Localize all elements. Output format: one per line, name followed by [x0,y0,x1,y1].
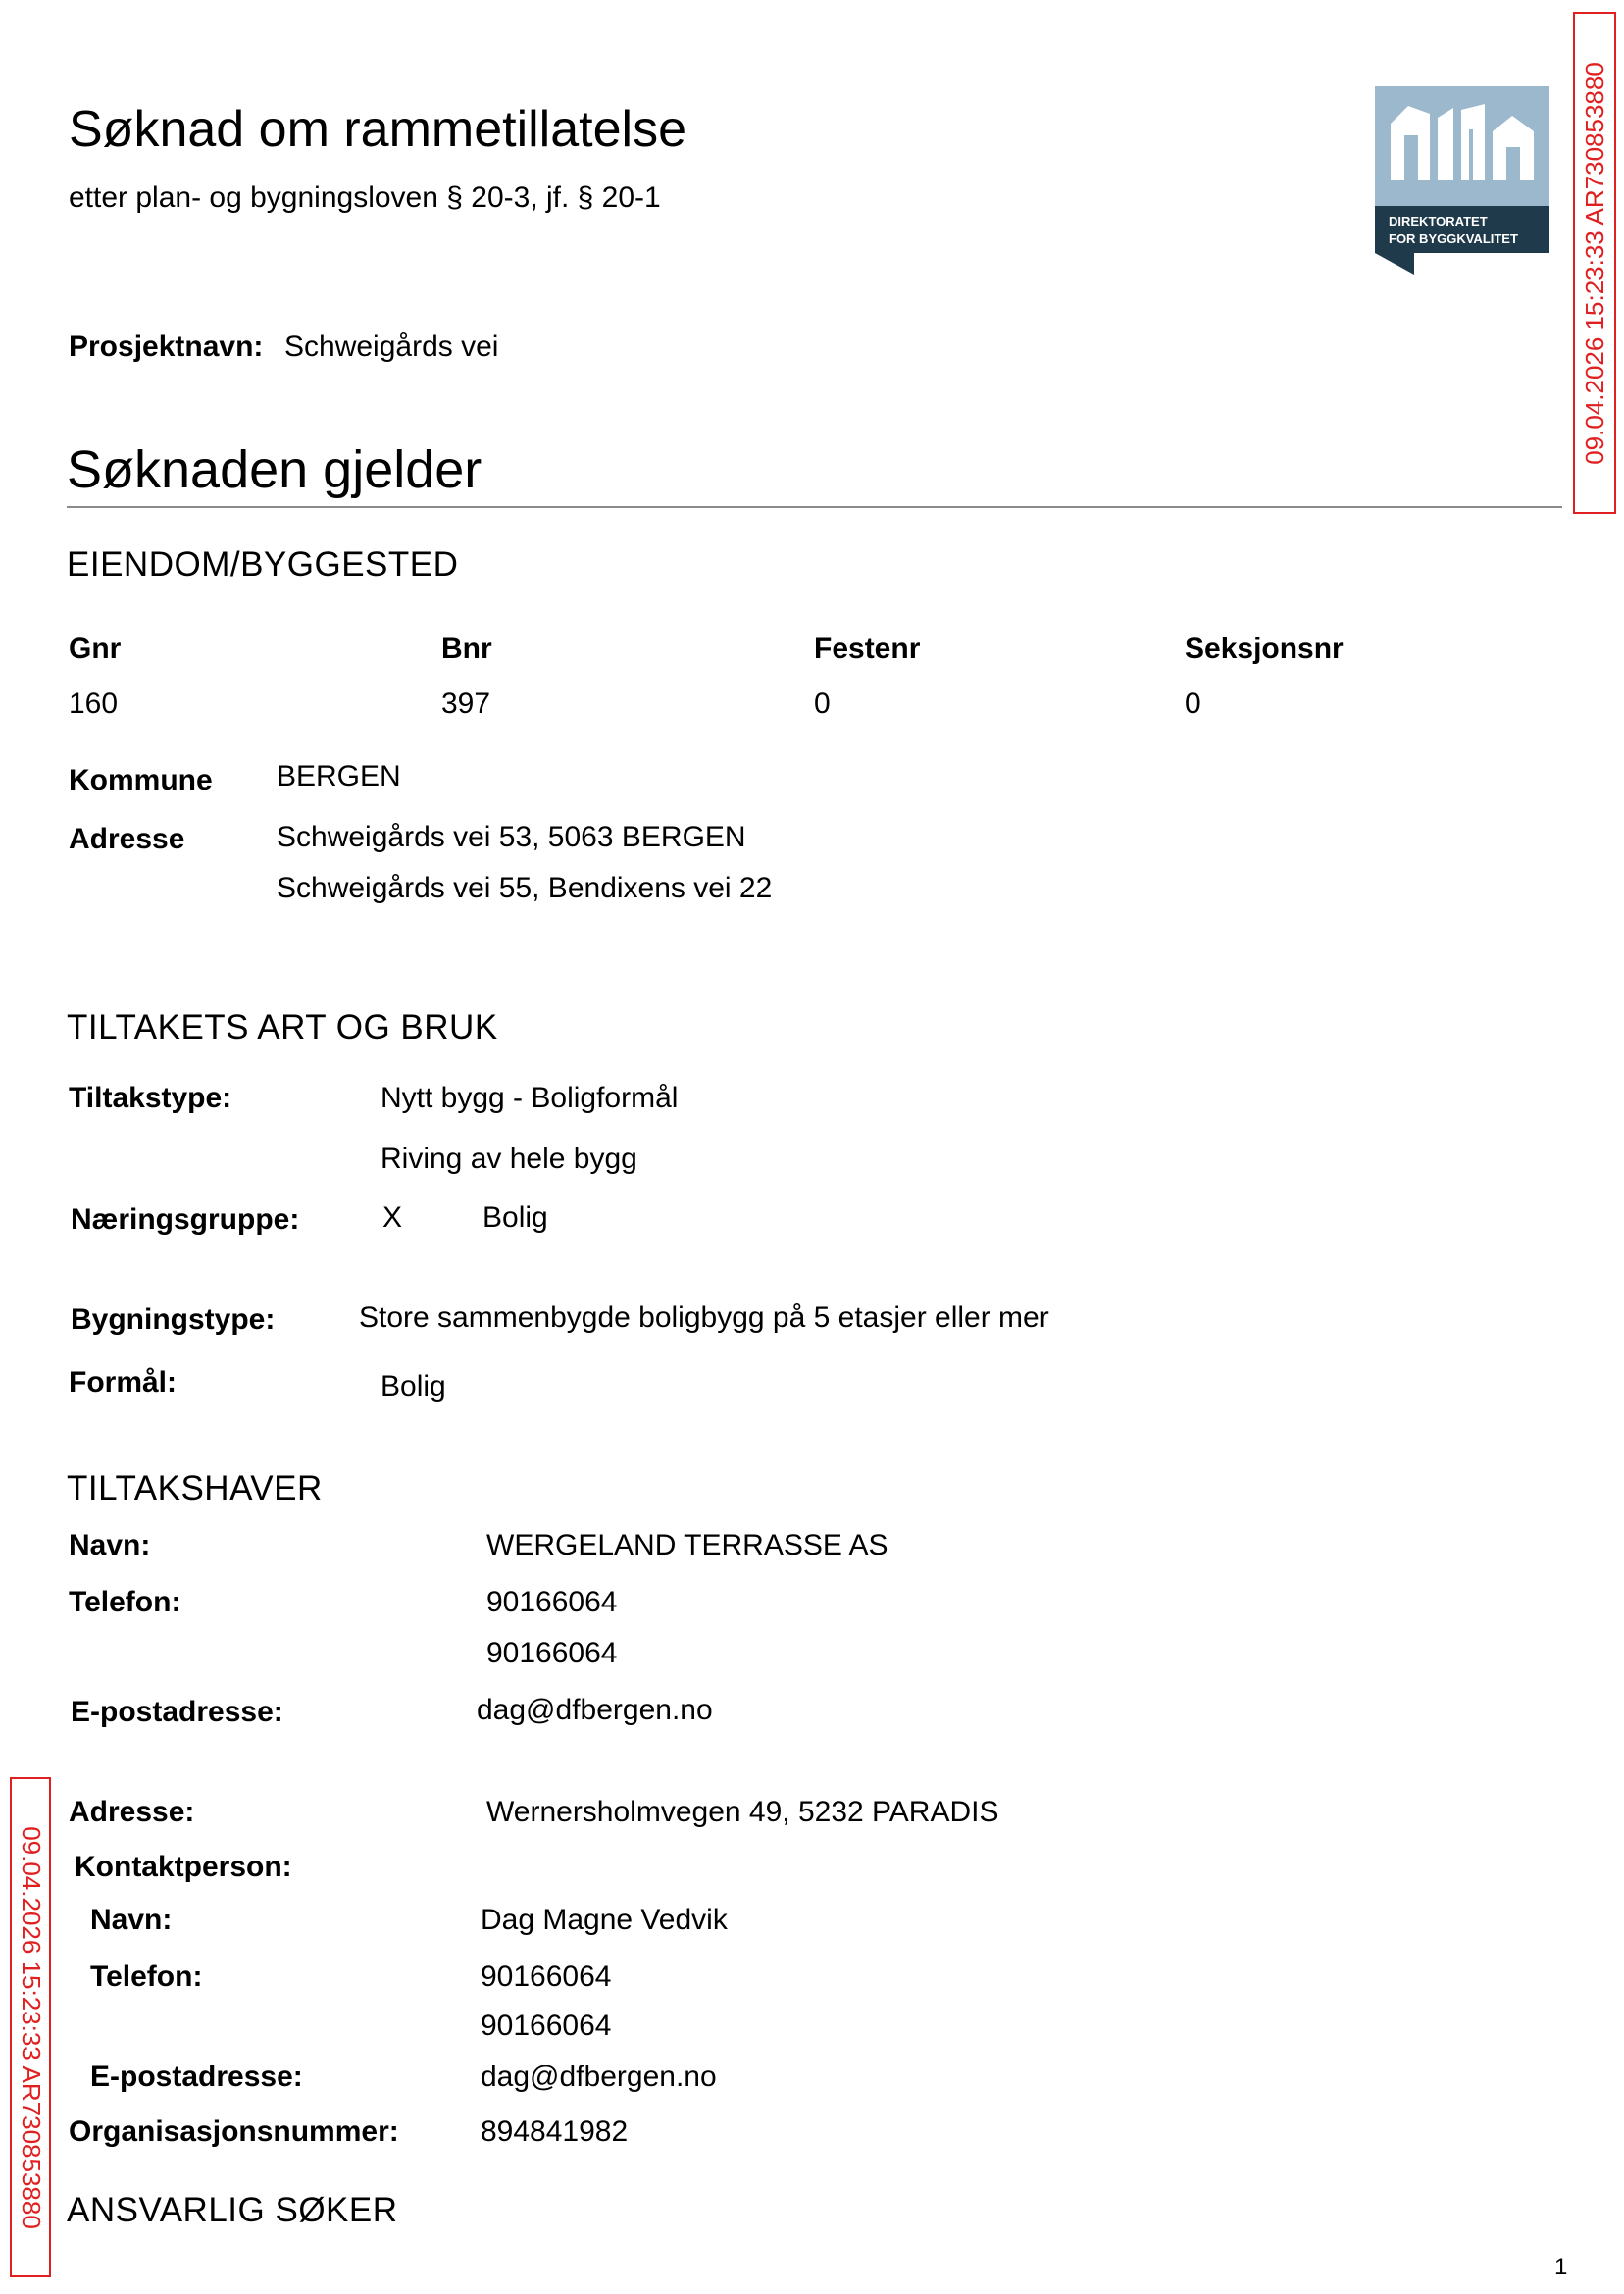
contact-phone-1: 90166064 [481,1961,612,1993]
kommune-value: BERGEN [277,760,401,792]
formal-value: Bolig [381,1370,446,1402]
adresse-line-2: Schweigårds vei 55, Bendixens vei 22 [277,872,773,904]
contact-name-value: Dag Magne Vedvik [481,1904,728,1936]
seksjonsnr-label: Seksjonsnr [1185,633,1344,665]
festenr-value: 0 [814,688,831,720]
owner-email-value: dag@dfbergen.no [477,1694,713,1726]
owner-name-value: WERGELAND TERRASSE AS [486,1529,888,1561]
logo-text-line1: DIREKTORATET [1389,214,1488,229]
naeringsgruppe-label: Næringsgruppe: [71,1203,300,1236]
owner-name-label: Navn: [69,1529,151,1561]
bygningstype-value: Store sammenbygde boligbygg på 5 etasjer eller mer [359,1301,1049,1334]
seksjonsnr-value: 0 [1185,688,1201,720]
owner-heading: TILTAKSHAVER [67,1469,323,1507]
orgnr-value: 894841982 [481,2116,629,2148]
owner-email-label: E-postadresse: [71,1696,283,1728]
contact-name-label: Navn: [90,1904,173,1936]
property-heading: EIENDOM/BYGGESTED [67,545,459,584]
tiltakstype-label: Tiltakstype: [69,1082,232,1114]
contact-phone-2: 90166064 [481,2010,612,2042]
contact-email-value: dag@dfbergen.no [481,2061,717,2093]
tiltakstype-value-2: Riving av hele bygg [381,1143,637,1175]
owner-phone-2: 90166064 [486,1637,618,1669]
contact-email-label: E-postadresse: [90,2061,303,2093]
adresse-label: Adresse [69,823,185,855]
owner-address-label: Adresse: [69,1796,195,1828]
gnr-label: Gnr [69,633,122,665]
document-title: Søknad om rammetillatelse [69,101,686,158]
measure-heading: TILTAKETS ART OG BRUK [67,1008,498,1046]
formal-label: Formål: [69,1366,178,1399]
dibk-logo [1375,86,1549,275]
timestamp-stamp-left [10,1777,51,2277]
timestamp-stamp-left-text: 09.04.2026 15:23:33 AR730853880 [16,1825,46,2229]
bygningstype-label: Bygningstype: [71,1303,276,1336]
naeringsgruppe-code: X [382,1201,403,1234]
page-number: 1 [1554,2254,1568,2280]
logo-text-line2: FOR BYGGKVALITET [1389,231,1518,246]
application-heading: Søknaden gjelder [67,440,482,499]
orgnr-label: Organisasjonsnummer: [69,2116,399,2148]
project-name-value: Schweigårds vei [284,331,499,363]
tiltakstype-value-1: Nytt bygg - Boligformål [381,1082,679,1114]
applicant-heading: ANSVARLIG SØKER [67,2191,398,2229]
timestamp-stamp-top-text: 09.04.2026 15:23:33 AR730853880 [1579,61,1609,465]
owner-phone-label: Telefon: [69,1586,181,1618]
contact-phone-label: Telefon: [90,1961,203,1993]
adresse-line-1: Schweigårds vei 53, 5063 BERGEN [277,821,746,853]
contact-person-label: Kontaktperson: [75,1851,292,1883]
festenr-label: Festenr [814,633,921,665]
owner-phone-1: 90166064 [486,1586,618,1618]
logo-flag [1375,253,1414,275]
kommune-label: Kommune [69,764,213,796]
naeringsgruppe-value: Bolig [482,1201,548,1234]
timestamp-stamp-top [1573,12,1616,514]
document-subtitle: etter plan- og bygningsloven § 20-3, jf. § 20-1 [69,181,661,214]
project-name-label: Prosjektnavn: [69,331,264,363]
bnr-value: 397 [441,688,491,720]
bnr-label: Bnr [441,633,492,665]
owner-address-value: Wernersholmvegen 49, 5232 PARADIS [486,1796,999,1828]
gnr-value: 160 [69,688,119,720]
heading-divider [67,506,1562,508]
